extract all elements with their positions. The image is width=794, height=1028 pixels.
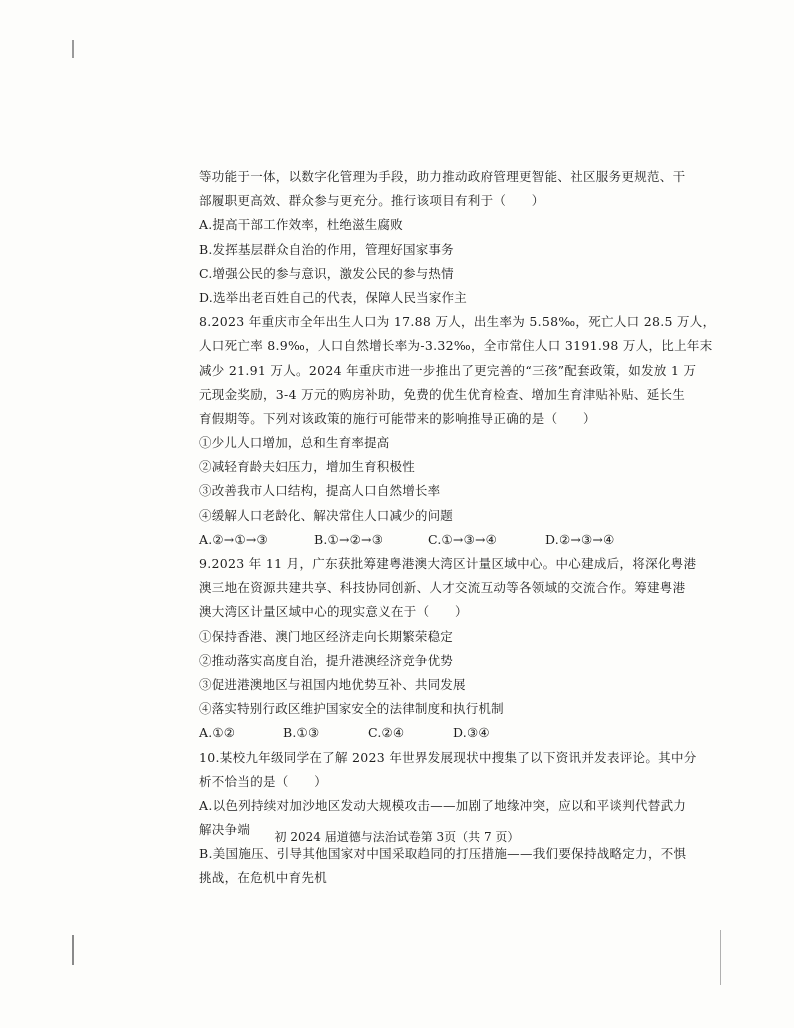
q8-stem-line: 育假期等。下列对该政策的施行可能带来的影响推导正确的是（ ） <box>199 410 596 426</box>
q8-statement: ③改善我市人口结构，提高人口自然增长率 <box>199 483 441 499</box>
q10-option-a-line: 解决争端 <box>199 822 251 838</box>
q8-stem-line: 减少 21.91 万人。2024 年重庆市进一步推出了更完善的“三孩”配套政策，如发放 1 万 <box>199 362 697 378</box>
q8-stem-line: 人口死亡率 8.9‰，人口自然增长率为-3.32‰，全市常住人口 3191.98 万人，比上年末 <box>199 338 713 354</box>
q9-option-c: C.②④ <box>368 725 405 741</box>
q9-statement: ①保持香港、澳门地区经济走向长期繁荣稳定 <box>199 628 454 644</box>
q7-option-a: A.提高干部工作效率，杜绝滋生腐败 <box>199 217 403 233</box>
q7-option-d: D.选举出老百姓自己的代表，保障人民当家作主 <box>199 289 467 305</box>
q8-stem-line: 8.2023 年重庆市全年出生人口为 17.88 万人，出生率为 5.58‰，死亡人口 28.5 万人， <box>199 314 716 330</box>
page-footer: 初 2024 届道德与法治试卷第 3页（共 7 页） <box>274 830 520 844</box>
q7-stem-line: 部履职更高效、群众参与更充分。推行该项目有利于（ ） <box>199 193 545 209</box>
q8-statement: ①少儿人口增加，总和生育率提高 <box>199 435 390 451</box>
scan-edge-mark <box>72 935 74 965</box>
q8-option-b: B.①→②→③ <box>314 531 384 547</box>
q7-option-b: B.发挥基层群众自治的作用，管理好国家事务 <box>199 241 454 257</box>
scan-edge-mark <box>720 930 721 985</box>
q10-option-b-line: 挑战，在危机中育先机 <box>199 870 328 886</box>
q9-stem-line: 澳三地在资源共建共享、科技协同创新、人才交流互动等各领域的交流合作。筹建粤港 <box>199 580 686 596</box>
q9-statement: ④落实特别行政区维护国家安全的法律制度和执行机制 <box>199 701 504 717</box>
q10-stem-line: 析不恰当的是（ ） <box>199 773 328 789</box>
q9-options-row <box>199 721 641 745</box>
q7-stem-line: 等功能于一体，以数字化管理为手段，助力推动政府管理更智能、社区服务更规范、干 <box>199 169 686 184</box>
q10-option-a-line: A.以色列持续对加沙地区发动大规模攻击——加剧了地缘冲突，应以和平谈判代替武力 <box>199 797 687 813</box>
q10-stem-line: 10.某校九年级同学在了解 2023 年世界发展现状中搜集了以下资讯并发表评论。其中分 <box>199 749 697 765</box>
q8-option-d: D.②→③→④ <box>545 531 615 547</box>
q10-option-b-line: B.美国施压、引导其他国家对中国采取趋同的打压措施——我们要保持战略定力，不惧 <box>199 846 687 862</box>
q9-stem-line: 澳大湾区计量区域中心的现实意义在于（ ） <box>199 604 468 620</box>
q8-stem-line: 元现金奖励，3-4 万元的购房补助，免费的优生优育检查、增加生育津贴补贴、延长生 <box>199 386 686 402</box>
q9-statement: ③促进港澳地区与祖国内地优势互补、共同发展 <box>199 676 466 692</box>
q8-statement: ②减轻育龄夫妇压力，增加生育积极性 <box>199 459 415 475</box>
q8-option-c: C.①→③→④ <box>428 531 498 547</box>
q9-option-d: D.③④ <box>453 725 490 741</box>
scan-edge-mark <box>72 40 74 58</box>
q9-stem-line: 9.2023 年 11 月，广东获批筹建粤港澳大湾区计量区域中心。中心建成后，将深化粤港 <box>199 556 697 571</box>
q8-options-row <box>199 528 641 552</box>
q7-option-c: C.增强公民的参与意识，激发公民的参与热情 <box>199 265 454 281</box>
q8-option-a: A.②→①→③ <box>199 531 268 547</box>
exam-content <box>199 165 716 891</box>
q9-option-a: A.①② <box>199 725 236 741</box>
q8-statement: ④缓解人口老龄化、解决常住人口减少的问题 <box>199 507 454 523</box>
q9-option-b: B.①③ <box>283 725 320 741</box>
q9-statement: ②推动落实高度自治，提升港澳经济竞争优势 <box>199 652 454 668</box>
